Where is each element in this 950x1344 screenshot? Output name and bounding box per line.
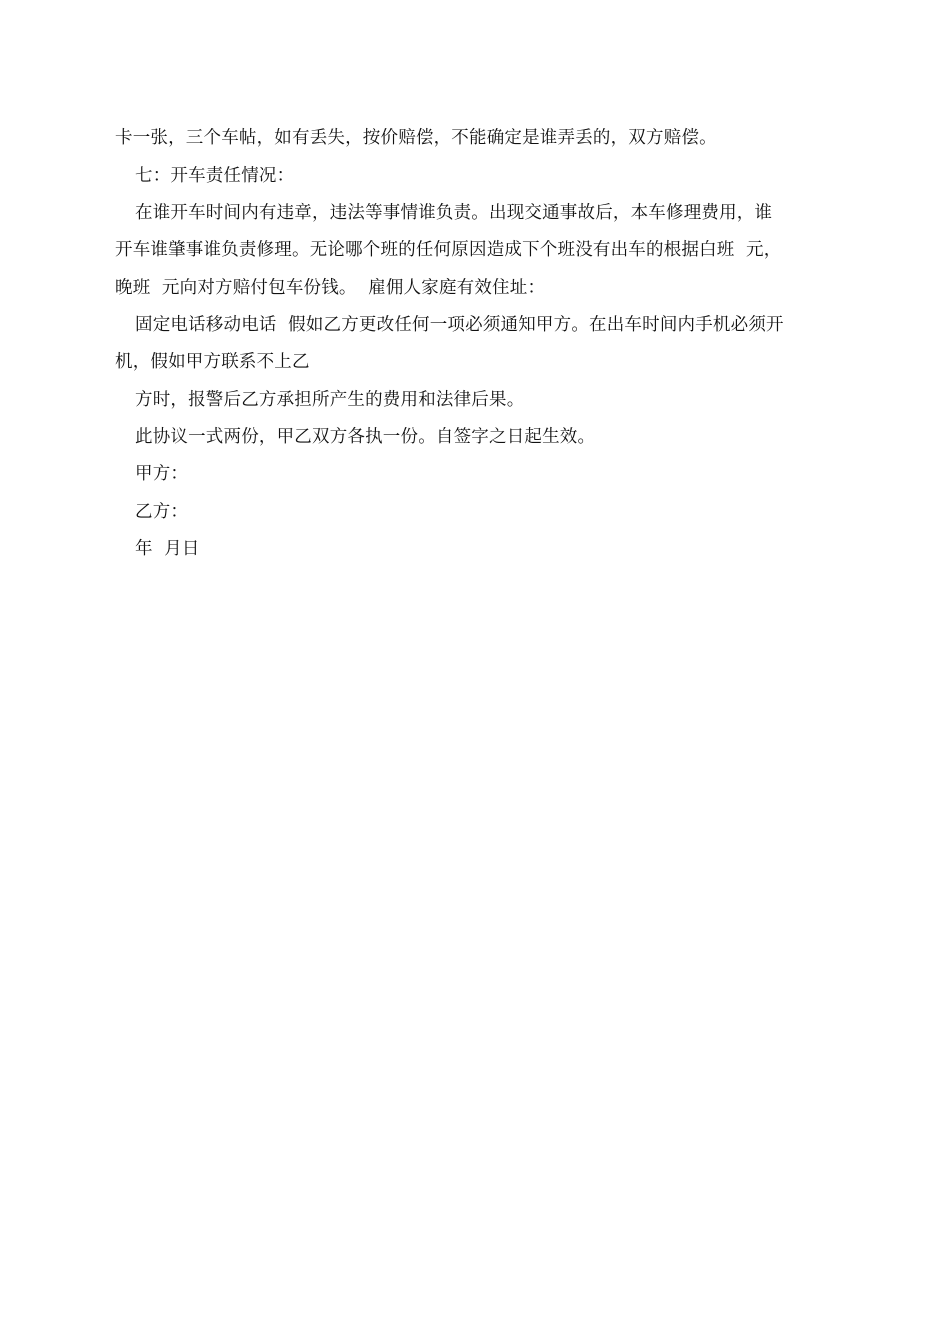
paragraph-line-police: 方时，报警后乙方承担所产生的费用和法律后果。 — [135, 390, 525, 410]
signature-party-b: 乙方： — [135, 502, 189, 522]
paragraph-line-card-loss: 卡一张，三个车帖，如有丢失，按价赔偿，不能确定是谁弄丢的，双方赔偿。 — [115, 128, 717, 148]
paragraph-line-contact: 固定电话移动电话 假如乙方更改任何一项必须通知甲方。在出车时间内手机必须开 — [135, 315, 784, 335]
paragraph-line-compensation: 晚班 元向对方赔付包车份钱。 雇佣人家庭有效住址： — [115, 278, 546, 298]
paragraph-line-violation: 在谁开车时间内有违章，违法等事情谁负责。出现交通事故后，本车修理费用，谁 — [135, 203, 773, 223]
paragraph-line-effective: 此协议一式两份，甲乙双方各执一份。自签字之日起生效。 — [135, 427, 596, 447]
paragraph-line-phone-on: 机，假如甲方联系不上乙 — [115, 352, 310, 372]
paragraph-line-accident-repair: 开车谁肇事谁负责修理。无论哪个班的任何原因造成下个班没有出车的根据白班 元， — [115, 240, 782, 260]
signature-date: 年 月日 — [135, 539, 200, 559]
signature-party-a: 甲方： — [135, 464, 189, 484]
section-heading-driving-responsibility: 七：开车责任情况： — [135, 166, 295, 186]
